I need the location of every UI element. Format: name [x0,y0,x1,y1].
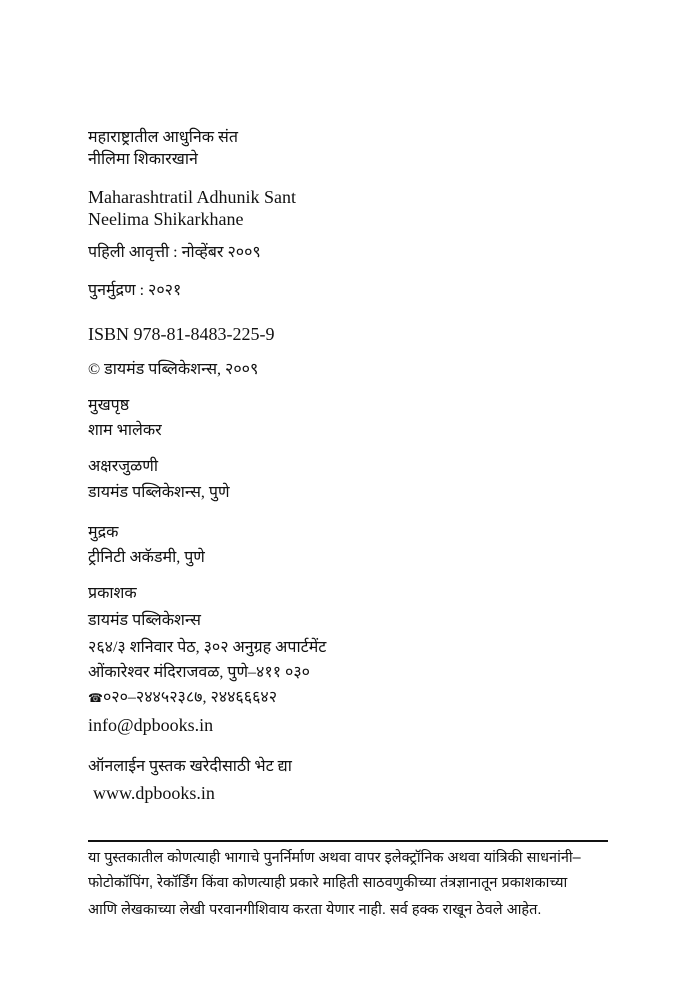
isbn: ISBN 978-81-8483-225-9 [88,324,275,344]
reprint: पुनर्मुद्रण : २०२१ [88,282,182,299]
online-text: ऑनलाईन पुस्तक खरेदीसाठी भेट द्या [88,758,292,775]
notice-line: या पुस्तकातील कोणत्याही भागाचे पुनर्निर्माण अथवा वापर इलेक्ट्रॉनिक अथवा यांत्रिकी साधनांनी– [88,850,581,866]
title-english: Maharashtratil Adhunik Sant [88,187,296,207]
typesetting-value: डायमंड पब्लिकेशन्स, पुणे [88,484,230,501]
first-edition: पहिली आवृत्ती : नोव्हेंबर २००९ [88,244,261,261]
divider [88,840,608,842]
address-line2: ओंकारेश्वर मंदिराजवळ, पुणे–४११ ०३० [88,664,310,681]
publisher-label: प्रकाशक [88,585,137,602]
typesetting-label: अक्षरजुळणी [88,458,158,475]
author-marathi: नीलिमा शिकारखाने [88,151,198,168]
publisher-name: डायमंड पब्लिकेशन्स [88,612,201,629]
copyright: © डायमंड पब्लिकेशन्स, २००९ [88,361,259,378]
email[interactable]: info@dpbooks.in [88,715,214,735]
phone-number: ०२०–२४४५२३८७, २४४६६६४२ [102,689,278,706]
website[interactable]: www.dpbooks.in [93,783,215,803]
cover-label: मुखपृष्ठ [88,397,130,414]
notice-line: आणि लेखकाच्या लेखी परवानगीशिवाय करता येणार नाही. सर्व हक्क राखून ठेवले आहेत. [88,902,542,918]
printer-value: ट्रीनिटी अकॅडमी, पुणे [88,549,205,566]
address-line1: २६४/३ शनिवार पेठ, ३०२ अनुग्रह अपार्टमेंट [88,639,327,656]
author-english: Neelima Shikarkhane [88,209,244,229]
phone-icon: ☎ [88,691,103,705]
title-marathi: महाराष्ट्रातील आधुनिक संत [88,129,238,146]
notice-line: फोटोकॉपिंग, रेकॉर्डिंग किंवा कोणत्याही प्रकारे माहिती साठवणुकीच्या तंत्रज्ञानातून प्रकाशकाच्या [88,875,568,891]
printer-label: मुद्रक [88,524,119,541]
phone-line [88,688,277,708]
cover-value: शाम भालेकर [88,422,162,439]
